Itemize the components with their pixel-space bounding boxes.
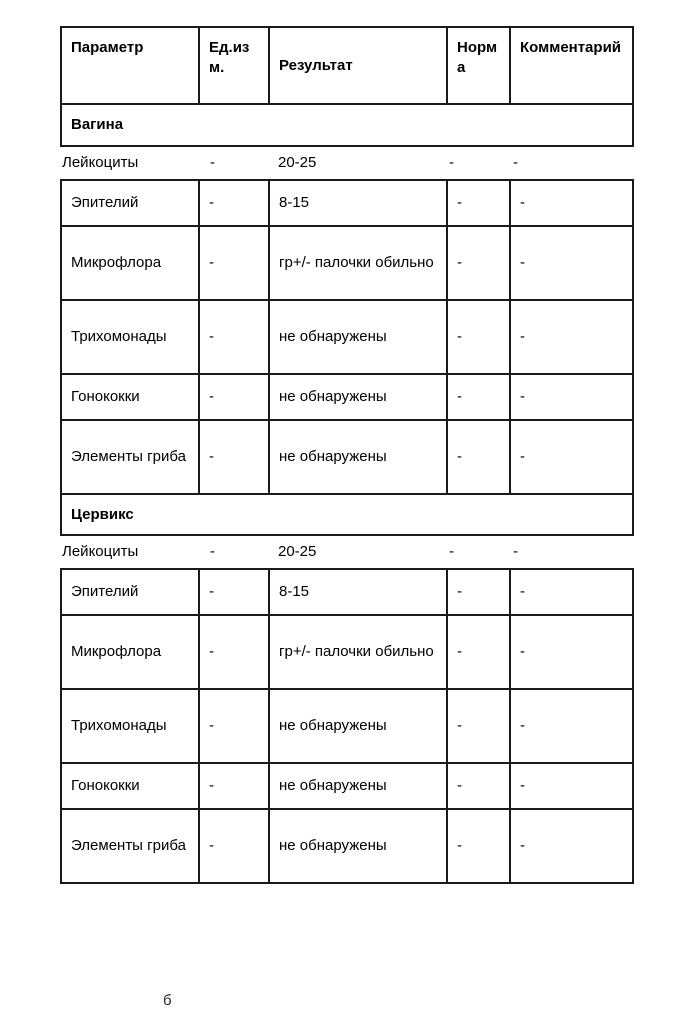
cell-unit: - <box>199 689 269 763</box>
table-row <box>61 420 633 494</box>
section-title: Вагина <box>61 104 633 146</box>
cell-comment: - <box>510 300 633 374</box>
cell-parameter: Элементы гриба <box>61 420 199 494</box>
page-edge-clipped-glyph: б <box>163 992 172 1009</box>
cell-comment: - <box>510 809 633 883</box>
cell-comment: - <box>510 535 633 569</box>
cell-comment: - <box>510 763 633 809</box>
lab-results-table <box>60 26 634 884</box>
table-row <box>61 226 633 300</box>
cell-result: не обнаружены <box>269 809 447 883</box>
table-row <box>61 809 633 883</box>
cell-result: 20-25 <box>269 146 447 180</box>
table-row <box>61 763 633 809</box>
column-header-norm: Норма <box>447 27 510 104</box>
cell-unit: - <box>199 146 269 180</box>
cell-result: не обнаружены <box>269 763 447 809</box>
cell-comment: - <box>510 689 633 763</box>
cell-parameter: Микрофлора <box>61 226 199 300</box>
cell-result: не обнаружены <box>269 689 447 763</box>
cell-unit: - <box>199 374 269 420</box>
cell-parameter: Эпителий <box>61 569 199 615</box>
cell-unit: - <box>199 300 269 374</box>
cell-parameter: Трихомонады <box>61 689 199 763</box>
cell-unit: - <box>199 180 269 226</box>
cell-unit: - <box>199 535 269 569</box>
cell-result: гр+/- палочки обильно <box>269 226 447 300</box>
table-row <box>61 300 633 374</box>
table-row <box>61 615 633 689</box>
cell-unit: - <box>199 763 269 809</box>
cell-norm: - <box>447 689 510 763</box>
section-header-row <box>61 104 633 146</box>
column-header-result: Результат <box>269 27 447 104</box>
table-row <box>61 180 633 226</box>
table-row <box>61 689 633 763</box>
cell-norm: - <box>447 180 510 226</box>
column-header-unit: Ед.изм. <box>199 27 269 104</box>
table-row <box>61 535 633 569</box>
cell-parameter: Лейкоциты <box>61 535 199 569</box>
cell-result: не обнаружены <box>269 420 447 494</box>
cell-norm: - <box>447 809 510 883</box>
cell-unit: - <box>199 615 269 689</box>
table-body <box>61 27 633 883</box>
cell-result: не обнаружены <box>269 300 447 374</box>
cell-comment: - <box>510 226 633 300</box>
table-row <box>61 374 633 420</box>
cell-norm: - <box>447 615 510 689</box>
table-row <box>61 146 633 180</box>
cell-norm: - <box>447 535 510 569</box>
cell-result: 8-15 <box>269 569 447 615</box>
cell-norm: - <box>447 300 510 374</box>
cell-norm: - <box>447 420 510 494</box>
cell-comment: - <box>510 374 633 420</box>
cell-parameter: Элементы гриба <box>61 809 199 883</box>
cell-result: не обнаружены <box>269 374 447 420</box>
cell-unit: - <box>199 420 269 494</box>
section-header-row <box>61 494 633 536</box>
cell-comment: - <box>510 569 633 615</box>
cell-parameter: Микрофлора <box>61 615 199 689</box>
cell-parameter: Гонококки <box>61 763 199 809</box>
cell-result: 20-25 <box>269 535 447 569</box>
cell-norm: - <box>447 569 510 615</box>
cell-comment: - <box>510 420 633 494</box>
cell-parameter: Трихомонады <box>61 300 199 374</box>
cell-parameter: Лейкоциты <box>61 146 199 180</box>
cell-result: гр+/- палочки обильно <box>269 615 447 689</box>
column-header-parameter: Параметр <box>61 27 199 104</box>
cell-norm: - <box>447 374 510 420</box>
cell-parameter: Эпителий <box>61 180 199 226</box>
cell-norm: - <box>447 226 510 300</box>
table-header-row <box>61 27 633 104</box>
section-title: Цервикс <box>61 494 633 536</box>
cell-comment: - <box>510 615 633 689</box>
cell-unit: - <box>199 226 269 300</box>
cell-norm: - <box>447 146 510 180</box>
cell-comment: - <box>510 180 633 226</box>
cell-unit: - <box>199 809 269 883</box>
column-header-comment: Комментарий <box>510 27 633 104</box>
cell-unit: - <box>199 569 269 615</box>
cell-norm: - <box>447 763 510 809</box>
table-row <box>61 569 633 615</box>
cell-parameter: Гонококки <box>61 374 199 420</box>
cell-result: 8-15 <box>269 180 447 226</box>
cell-comment: - <box>510 146 633 180</box>
